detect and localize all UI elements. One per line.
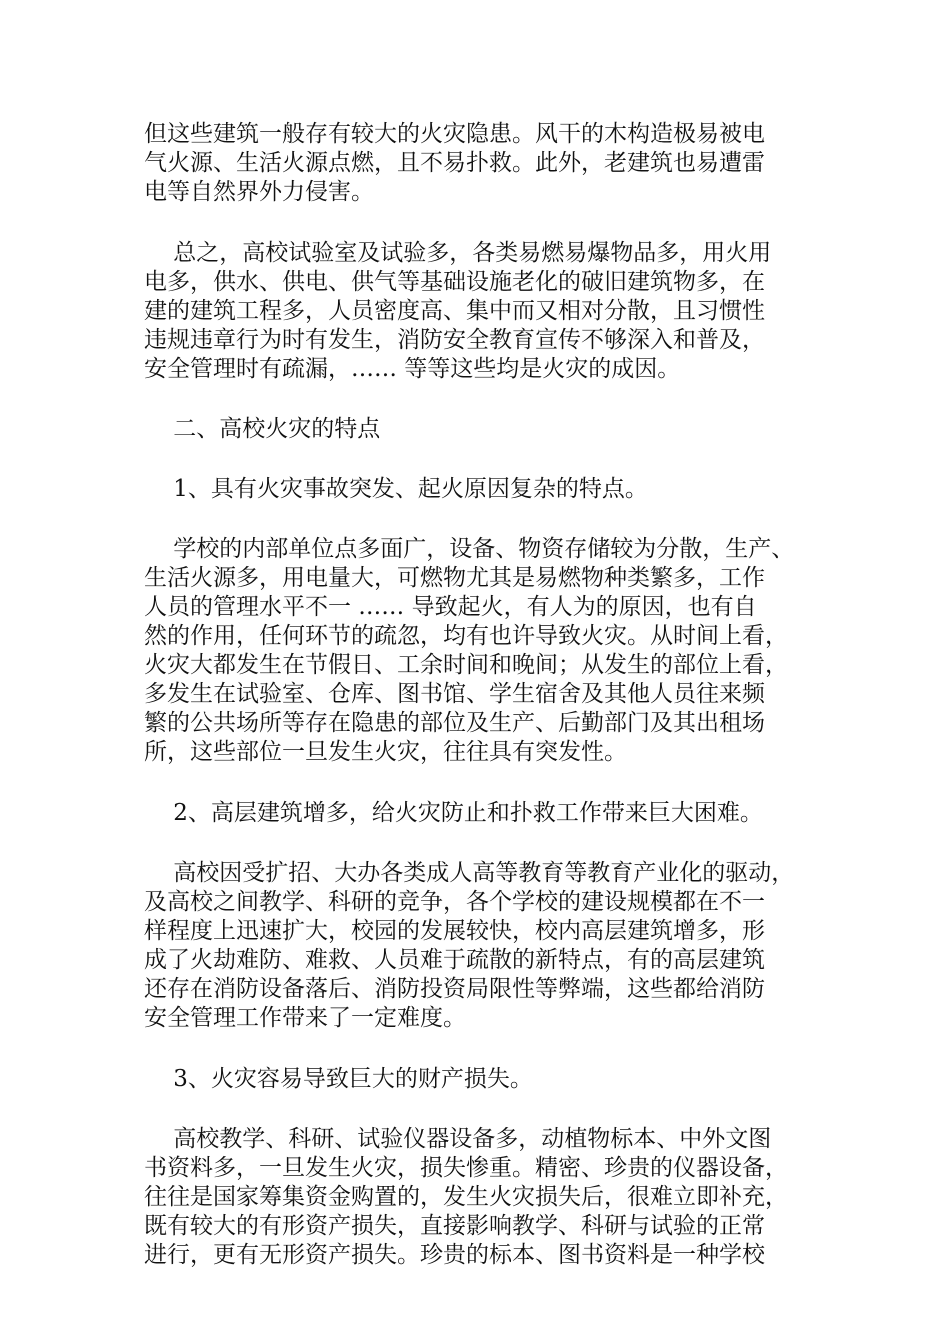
- paragraph-line: 人员的管理水平不一 …… 导致起火，有人为的原因，也有自: [144, 594, 757, 620]
- paragraph-line: 生活火源多，用电量大，可燃物尤其是易燃物种类繁多，工作: [144, 565, 765, 591]
- paragraph-line: 电多，供水、供电、供气等基础设施老化的破旧建筑物多，在: [144, 269, 765, 295]
- paragraph-line: 然的作用，任何环节的疏忽，均有也许导致火灾。从时间上看，: [144, 623, 788, 649]
- paragraph-line: 及高校之间教学、科研的竞争，各个学校的建设规模都在不一: [144, 889, 765, 915]
- paragraph-line: 建的建筑工程多，人员密度高、集中而又相对分散，且习惯性: [144, 298, 765, 324]
- paragraph-line: 安全管理工作带来了一定难度。: [144, 1005, 466, 1031]
- subsection-heading: 3、火灾容易导致巨大的财产损失。: [144, 1066, 533, 1092]
- subsection-heading: 2、高层建筑增多，给火灾防止和扑救工作带来巨大困难。: [144, 800, 763, 826]
- paragraph-line: 往往是国家筹集资金购置的，发生火灾损失后，很难立即补充，: [144, 1184, 788, 1210]
- paragraph-line: 还存在消防设备落后、消防投资局限性等弊端，这些都给消防: [144, 976, 765, 1002]
- subsection-heading: 1、具有火灾事故突发、起火原因复杂的特点。: [144, 476, 648, 502]
- paragraph-line: 电等自然界外力侵害。: [144, 179, 374, 205]
- paragraph-line: 高校因受扩招、大办各类成人高等教育等教育产业化的驱动，: [144, 860, 795, 886]
- section-heading: 二、高校火灾的特点: [144, 416, 381, 442]
- paragraph-line: 高校教学、科研、试验仪器设备多，动植物标本、中外文图: [144, 1126, 772, 1152]
- paragraph-line: 书资料多，一旦发生火灾，损失惨重。精密、珍贵的仪器设备，: [144, 1155, 788, 1181]
- paragraph-line: 火灾大都发生在节假日、工余时间和晚间；从发生的部位上看，: [144, 652, 788, 678]
- paragraph-line: 成了火劫难防、难救、人员难于疏散的新特点，有的高层建筑: [144, 947, 765, 973]
- paragraph-line: 样程度上迅速扩大，校园的发展较快，校内高层建筑增多，形: [144, 918, 765, 944]
- paragraph-line: 多发生在试验室、仓库、图书馆、学生宿舍及其他人员往来频: [144, 681, 765, 707]
- paragraph-line: 总之，高校试验室及试验多，各类易燃易爆物品多，用火用: [144, 240, 772, 266]
- paragraph-line: 既有较大的有形资产损失，直接影响教学、科研与试验的正常: [144, 1213, 765, 1239]
- paragraph-line: 所，这些部位一旦发生火灾，往往具有突发性。: [144, 739, 627, 765]
- paragraph-line: 违规违章行为时有发生，消防安全教育宣传不够深入和普及，: [144, 327, 765, 353]
- paragraph-line: 进行，更有无形资产损失。珍贵的标本、图书资料是一种学校: [144, 1242, 765, 1268]
- paragraph-line: 安全管理时有疏漏，…… 等等这些均是火灾的成因。: [144, 356, 681, 382]
- paragraph-line: 但这些建筑一般存有较大的火灾隐患。风干的木构造极易被电: [144, 121, 765, 147]
- paragraph-line: 气火源、生活火源点燃，且不易扑救。此外，老建筑也易遭雷: [144, 150, 765, 176]
- paragraph-line: 繁的公共场所等存在隐患的部位及生产、后勤部门及其出租场: [144, 710, 765, 736]
- paragraph-line: 学校的内部单位点多面广，设备、物资存储较为分散，生产、: [144, 536, 795, 562]
